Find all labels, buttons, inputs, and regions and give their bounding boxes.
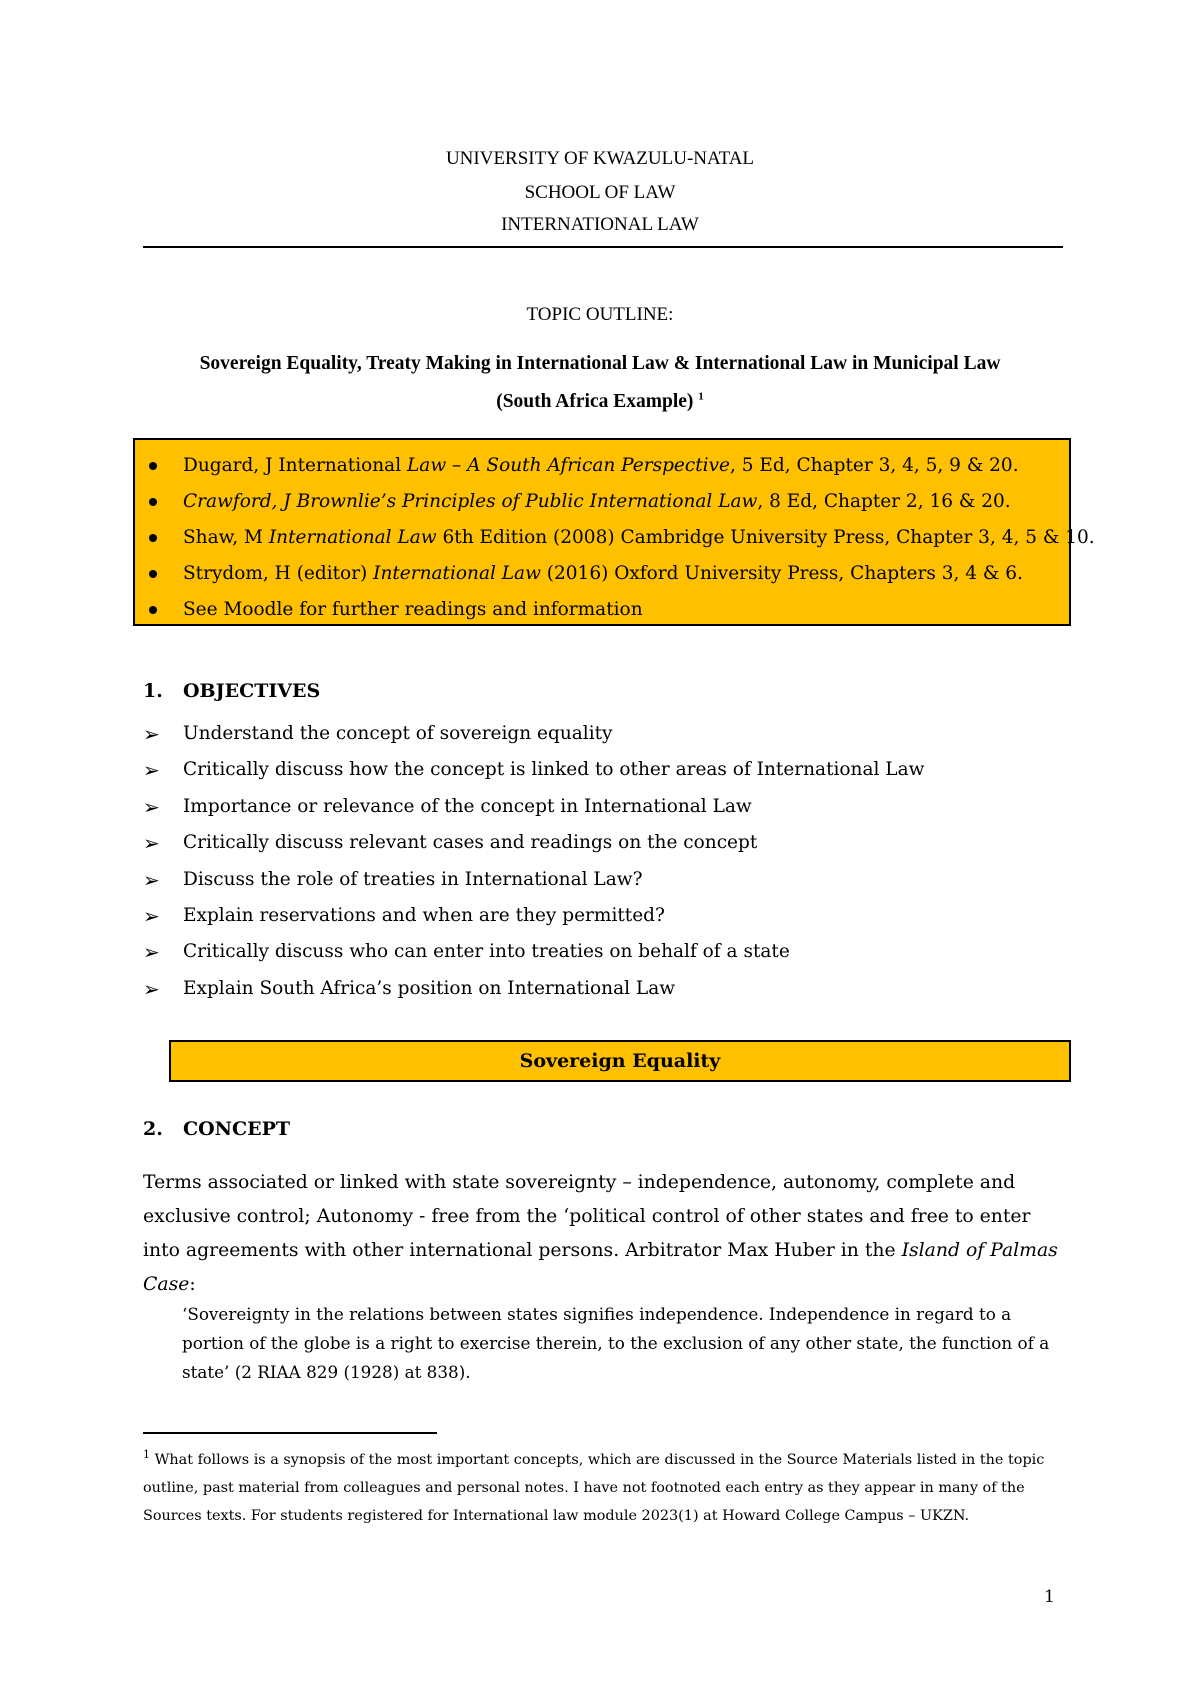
reading-item: Shaw, M International Law 6th Edition (2008) Cambridge University Press, Chapter 3, 4, 5 & 10. [135,520,1069,556]
section-number: 2. [143,1118,163,1140]
concept-heading [143,1118,290,1140]
objectives-heading [143,680,320,702]
page-number: 1 [1044,1587,1055,1607]
objective-item: ➢ Critically discuss who can enter into treaties on behalf of a state [143,934,924,970]
topic-title-line1: Sovereign Equality, Treaty Making in International Law & International Law in Municipal Law [199,353,1001,374]
bullet-icon [149,534,157,542]
arrow-bullet-icon: ➢ [143,831,160,856]
arrow-bullet-icon: ➢ [143,758,160,783]
university-name: UNIVERSITY OF KWAZULU-NATAL [445,148,755,169]
reading-item: Dugard, J International Law – A South African Perspective, 5 Ed, Chapter 3, 4, 5, 9 & 20. [135,448,1069,484]
readings-box [133,438,1095,626]
topic-title-text: (South Africa Example) [496,391,694,412]
objective-item: ➢ Understand the concept of sovereign equality [143,716,924,752]
objective-item: ➢ Explain South Africa’s position on International Law [143,971,924,1007]
topic-footnote-ref: 1 [698,390,704,403]
section-title: OBJECTIVES [183,680,321,702]
topic-outline-label: TOPIC OUTLINE: [526,304,674,325]
bullet-icon [149,606,157,614]
objective-item: ➢ Discuss the role of treaties in International Law? [143,862,924,898]
bullet-icon [149,462,157,470]
reading-item: Strydom, H (editor) International Law (2016) Oxford University Press, Chapters 3, 4 & 6. [135,556,1069,592]
header-divider [143,246,1063,248]
arrow-bullet-icon: ➢ [143,940,160,965]
arrow-bullet-icon: ➢ [143,976,160,1001]
reading-item: Crawford, J Brownlie’s Principles of Public International Law, 8 Ed, Chapter 2, 16 & 20. [135,484,1069,520]
objectives-list [143,716,924,1007]
readings-list [135,448,1095,628]
sovereign-equality-banner: Sovereign Equality [169,1040,1071,1082]
footnote-divider [143,1432,437,1434]
footnote-mark: 1 [143,1448,150,1462]
section-number: 1. [143,680,163,702]
huber-quote: ‘Sovereignty in the relations between states signifies independence. Independence in regard to a portion of the globe is a right to exercise therein, to the exclusion of any other state, the function of a state’ (2 RIAA 829 (1928) at 838). [182,1304,1050,1382]
bullet-icon [149,570,157,578]
objective-item: ➢ Importance or relevance of the concept in International Law [143,789,924,825]
concept-paragraph: Terms associated or linked with state sovereignty – independence, autonomy, complete and exclusive control; Autonomy - free from the ‘political control of other states and free to enter into agreements with other international persons. Arbitrator Max Huber in the Island of Palmas Case: [143,1172,1058,1295]
arrow-bullet-icon: ➢ [143,722,160,746]
school-name: SCHOOL OF LAW [524,182,676,203]
topic-title-line2 [0,391,1200,413]
footnote-text: What follows is a synopsis of the most important concepts, which are discussed in the Source Materials listed in the topic outline, past material from colleagues and personal notes. I have not footnoted each entry as they appear in many of the Sources texts. For students registered for International law module 2023(1) at Howard College Campus – UKZN. [143,1452,1045,1524]
arrow-bullet-icon: ➢ [143,794,160,819]
arrow-bullet-icon: ➢ [143,903,160,928]
objective-item: ➢ Critically discuss how the concept is linked to other areas of International Law [143,752,924,788]
footnote [143,1446,1068,1530]
reading-item: See Moodle for further readings and information [135,592,1069,628]
objective-item: ➢ Explain reservations and when are they permitted? [143,898,924,934]
course-name: INTERNATIONAL LAW [501,214,699,235]
bullet-icon [149,498,157,506]
section-title: CONCEPT [183,1118,291,1140]
objective-item: ➢ Critically discuss relevant cases and readings on the concept [143,825,924,861]
arrow-bullet-icon: ➢ [143,867,160,892]
